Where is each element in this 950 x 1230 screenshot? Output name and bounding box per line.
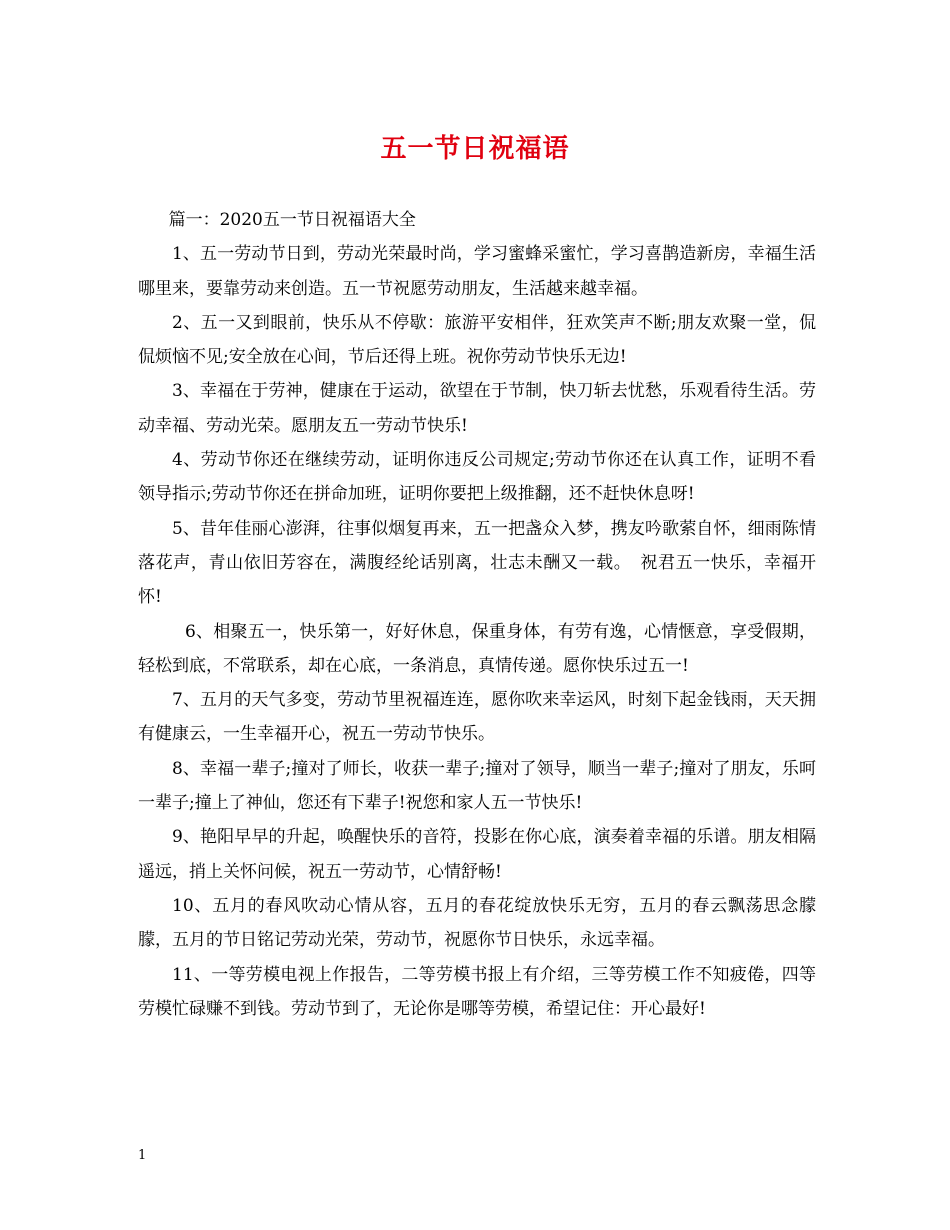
- paragraph-6: 6、相聚五一，快乐第一，好好休息，保重身体，有劳有逸，心情惬意，享受假期，轻松到底，不常联系，却在心底，一条消息，真情传递。愿你快乐过五一!: [138, 621, 816, 676]
- document-title: 五一节日祝福语: [380, 134, 570, 164]
- paragraph-11: 11、一等劳模电视上作报告，二等劳模书报上有介绍，三等劳模工作不知疲倦，四等劳模忙碌赚不到钱。劳动节到了，无论你是哪等劳模，希望记住：开心最好!: [138, 964, 816, 1019]
- paragraph-9: 9、艳阳早早的升起，唤醒快乐的音符，投影在你心底，演奏着幸福的乐谱。朋友相隔遥远，捎上关怀问候，祝五一劳动节，心情舒畅!: [138, 827, 816, 882]
- document-body: [138, 203, 816, 1026]
- paragraph-3: 3、幸福在于劳神，健康在于运动，欲望在于节制，快刀斩去忧愁，乐观看待生活。劳动幸福、劳动光荣。愿朋友五一劳动节快乐!: [138, 381, 816, 436]
- paragraph-1: 1、五一劳动节日到，劳动光荣最时尚，学习蜜蜂采蜜忙，学习喜鹊造新房，幸福生活哪里来，要靠劳动来创造。五一节祝愿劳动朋友，生活越来越幸福。: [138, 244, 816, 299]
- section-heading: 篇一：2020五一节日祝福语大全: [168, 210, 416, 230]
- paragraph-8: 8、幸福一辈子;撞对了师长，收获一辈子;撞对了领导，顺当一辈子;撞对了朋友，乐呵一辈子;撞上了神仙，您还有下辈子!祝您和家人五一节快乐!: [138, 758, 816, 814]
- paragraph-7: 7、五月的天气多变，劳动节里祝福连连，愿你吹来幸运风，时刻下起金钱雨，天天拥有健康云，一生幸福开心，祝五一劳动节快乐。: [138, 690, 816, 745]
- paragraph-2: 2、五一又到眼前，快乐从不停歇：旅游平安相伴，狂欢笑声不断;朋友欢聚一堂，侃侃烦恼不见;安全放在心间，节后还得上班。祝你劳动节快乐无边!: [138, 312, 816, 368]
- paragraph-5: 5、昔年佳丽心澎湃，往事似烟复再来，五一把盏众入梦，携友吟歌萦自怀，细雨陈情落花声，青山依旧芳容在，满腹经纶话别离，壮志未酬又一载。 祝君五一快乐，幸福开怀!: [138, 518, 816, 608]
- page-number: 1: [138, 1148, 147, 1163]
- paragraph-10: 10、五月的春风吹动心情从容，五月的春花绽放快乐无穷，五月的春云飘荡思念朦朦，五月的节日铭记劳动光荣，劳动节，祝愿你节日快乐，永远幸福。: [138, 895, 816, 951]
- paragraph-4: 4、劳动节你还在继续劳动，证明你违反公司规定;劳动节你还在认真工作，证明不看领导指示;劳动节你还在拼命加班，证明你要把上级推翻，还不赶快休息呀!: [138, 450, 816, 505]
